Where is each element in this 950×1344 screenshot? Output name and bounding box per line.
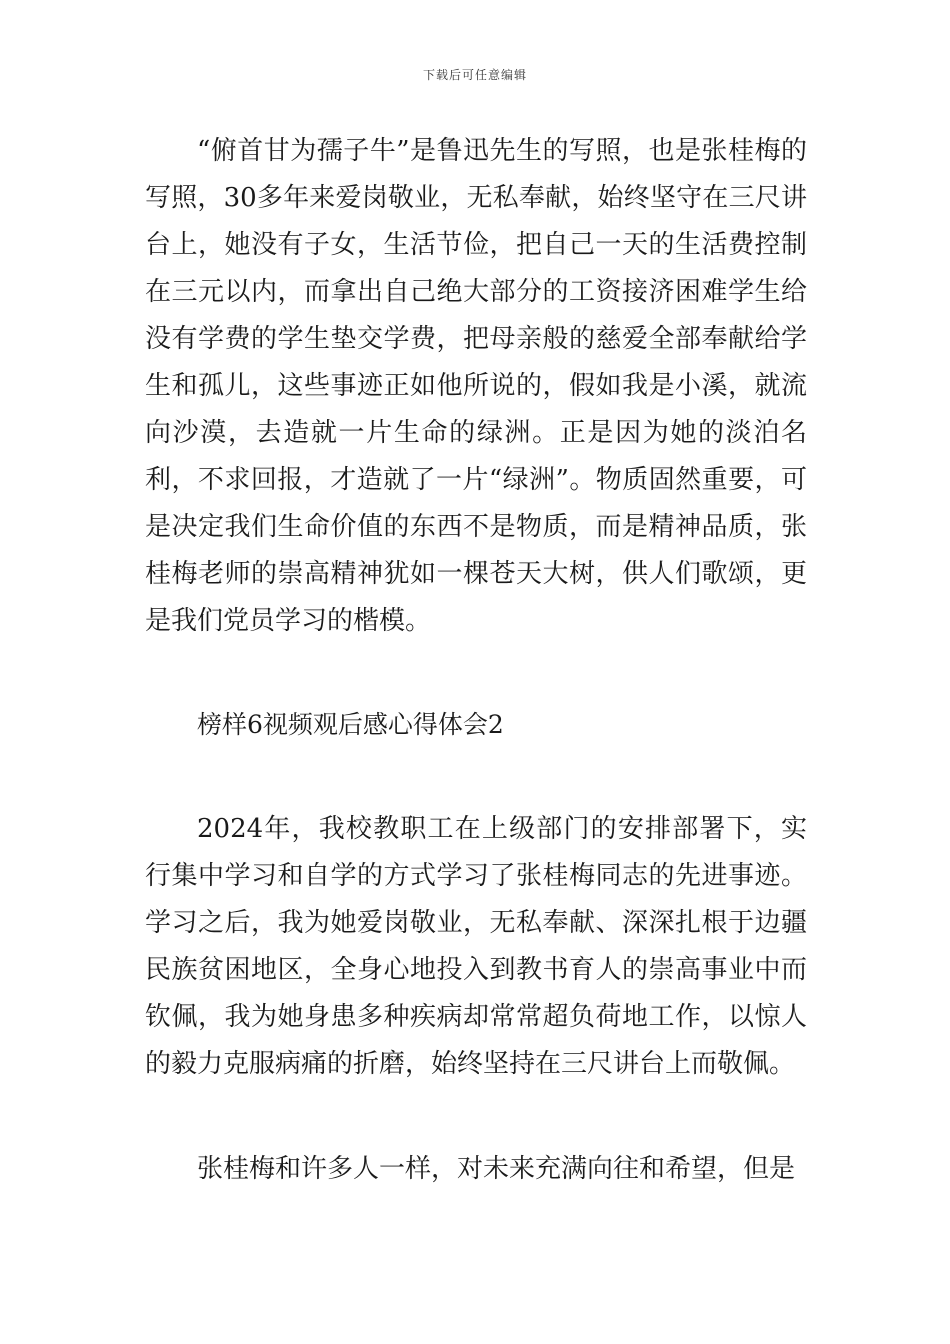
- header-note: 下载后可任意编辑: [422, 68, 527, 82]
- paragraph-2: 2024年，我校教职工在上级部门的安排部署下，实行集中学习和自学的方式学习了张桂梅同志的先进事迹。学习之后，我为她爱岗敬业，无私奉献、深深扎根于边疆民族贫困地区，全身心地投入到教书育人的崇高事业中而钦佩，我为她身患多种疾病却常常超负荷地工作，以惊人的毅力克服病痛的折磨，始终坚持在三尺讲台上而敬佩。: [145, 814, 807, 1079]
- document-body: [145, 128, 807, 1193]
- spacer: [145, 645, 807, 701]
- paragraph-3: 张桂梅和许多人一样，对未来充满向往和希望，但是: [197, 1154, 796, 1184]
- section-title: 榜样6视频观后感心得体会2: [197, 710, 504, 739]
- spacer: [145, 1088, 807, 1146]
- paragraph-1: “俯首甘为孺子牛”是鲁迅先生的写照，也是张桂梅的写照，30多年来爱岗敬业，无私奉献，始终坚守在三尺讲台上，她没有子女，生活节俭，把自己一天的生活费控制在三元以内，而拿出自己绝大部分的工资接济困难学生给没有学费的学生垫交学费，把母亲般的慈爱全部奉献给学生和孤儿，这些事迹正如他所说的，假如我是小溪，就流向沙漠，去造就一片生命的绿洲。正是因为她的淡泊名利，不求回报，才造就了一片“绿洲”。物质固然重要，可是决定我们生命价值的东西不是物质，而是精神品质，张桂梅老师的崇高精神犹如一棵苍天大树，供人们歌颂，更是我们党员学习的楷模。: [145, 136, 807, 636]
- spacer: [145, 748, 807, 806]
